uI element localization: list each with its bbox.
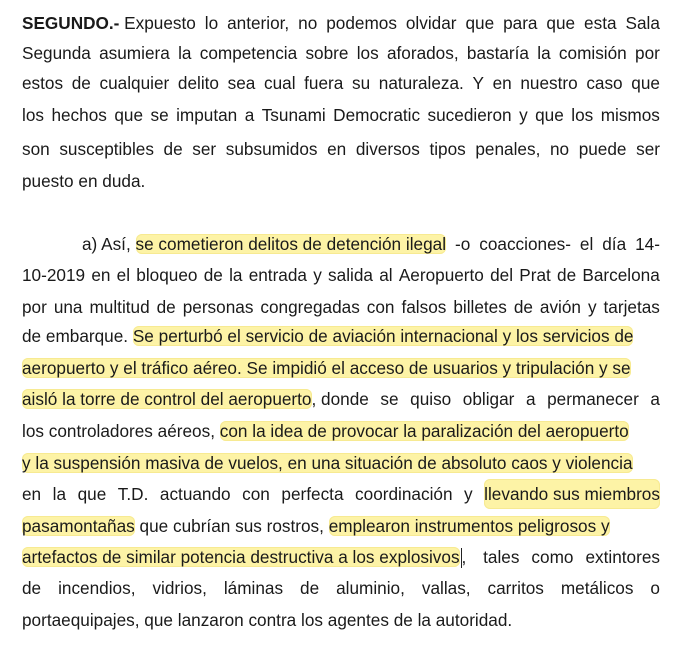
word: los — [356, 43, 379, 63]
word: se — [380, 389, 399, 409]
word: Barcelona — [582, 265, 660, 285]
word: 14- — [635, 234, 660, 254]
word: al — [379, 265, 393, 285]
para2-line-12 — [22, 573, 660, 603]
word: como — [531, 547, 574, 567]
word: lo — [204, 13, 219, 33]
para1-line-6 — [22, 166, 660, 196]
word: nuestro — [520, 73, 578, 93]
word: día — [602, 234, 627, 254]
word: los — [22, 105, 44, 125]
word: su — [351, 73, 371, 93]
para1-line-3 — [22, 68, 660, 98]
word: quiso — [410, 389, 452, 409]
phrase: artefactos de similar potencia destructiva a los explosivos , — [22, 547, 472, 567]
word: fuera — [304, 73, 344, 93]
word: a — [525, 389, 536, 409]
word: no — [549, 139, 570, 159]
word: Aeropuerto — [398, 265, 484, 285]
highlight: aisló la torre de control del aeropuerto — [22, 389, 312, 409]
word: imputan — [176, 105, 238, 125]
word: metálicos — [560, 578, 634, 598]
para2-line-8 — [22, 448, 660, 478]
word: sucedieron — [427, 105, 512, 125]
phrase: a) Así, se cometieron delitos de detención ilegal — [82, 234, 447, 254]
word: actuando — [159, 484, 231, 504]
word: de — [203, 265, 223, 285]
word: mismos — [600, 105, 660, 125]
word: congregadas — [260, 297, 360, 317]
word: una — [53, 297, 83, 317]
word: de — [71, 73, 91, 93]
heading-segundo: SEGUNDO.- Expuesto — [22, 13, 196, 33]
word: carritos — [487, 578, 544, 598]
para1-line-1 — [22, 8, 660, 38]
word: la — [229, 265, 243, 285]
word: de — [557, 265, 577, 285]
word: con — [366, 297, 395, 317]
word: multitud — [89, 297, 150, 317]
word: que — [465, 13, 495, 33]
para2-line-7 — [22, 416, 660, 446]
para2-line-2 — [22, 260, 660, 290]
word: de — [22, 578, 42, 598]
word: T.D. — [117, 484, 149, 504]
word: 10-2019 — [22, 265, 86, 285]
word: -o — [454, 234, 471, 254]
word: tipos — [429, 139, 466, 159]
word: personas — [182, 297, 254, 317]
word: por — [635, 43, 660, 63]
word: vidrios, — [152, 578, 207, 598]
para1-line-2 — [22, 38, 660, 68]
word: en — [22, 484, 42, 504]
word: susceptibles — [59, 139, 154, 159]
word: láminas — [223, 578, 284, 598]
line-text: de embarque. — [22, 326, 133, 346]
word: entrada — [248, 265, 307, 285]
word: hechos — [51, 105, 107, 125]
word: el — [116, 265, 131, 285]
word: de — [513, 297, 533, 317]
word: coordinación — [355, 484, 453, 504]
word: la — [52, 484, 67, 504]
word: que — [535, 105, 564, 125]
word: y — [313, 265, 322, 285]
word: perfecta — [281, 484, 344, 504]
line-text: portaequipajes, que lanzaron contra los agentes de la autoridad. — [22, 610, 513, 630]
word: en — [327, 139, 347, 159]
word: el — [579, 234, 594, 254]
word: delito — [177, 73, 219, 93]
word: tales — [483, 547, 520, 567]
word: cual — [263, 73, 296, 93]
highlight: con la idea de provocar la paralización del aeropuerto — [219, 421, 629, 441]
highlight: llevando sus miembros — [484, 479, 660, 509]
word: de — [156, 297, 176, 317]
word: Prat — [519, 265, 551, 285]
word: de — [300, 578, 320, 598]
word: sobre — [305, 43, 349, 63]
word: la — [537, 43, 551, 63]
word: se — [150, 105, 169, 125]
para2-line-9 — [22, 479, 660, 509]
word: a — [650, 389, 660, 409]
word: salida — [328, 265, 373, 285]
word: avión — [539, 297, 581, 317]
highlight: artefactos de similar potencia destructiva a los explosivos — [22, 547, 460, 567]
word: cualquier — [99, 73, 170, 93]
word: por — [22, 297, 47, 317]
word: con — [242, 484, 270, 504]
word: o — [650, 578, 660, 598]
word: incendios, — [58, 578, 136, 598]
word: extintores — [585, 547, 660, 567]
word: no — [298, 13, 318, 33]
word: podemos — [326, 13, 397, 33]
word: que — [546, 13, 576, 33]
word: comisión — [558, 43, 627, 63]
para2-line-5 — [22, 353, 660, 383]
line-text: que cubrían sus rostros, — [134, 516, 329, 536]
word: penales, — [475, 139, 541, 159]
word: competencia — [199, 43, 298, 63]
word: falsos — [401, 297, 447, 317]
word: ser — [192, 139, 217, 159]
line-text: los controladores aéreos, — [22, 421, 220, 441]
para2-line-10 — [22, 511, 660, 541]
word: billetes — [453, 297, 507, 317]
word: la — [178, 43, 192, 63]
word: aluminio, — [336, 578, 405, 598]
word: para — [503, 13, 538, 33]
highlight: aeropuerto y el tráfico aéreo. Se impidió el acceso de usuarios y tripulación y se — [22, 358, 631, 378]
word: que — [77, 484, 107, 504]
word: vallas, — [421, 578, 471, 598]
word: son — [22, 139, 50, 159]
word: en — [91, 265, 111, 285]
word: tarjetas — [603, 297, 660, 317]
word: los — [571, 105, 594, 125]
phrase: aisló la torre de control del aeropuerto, donde — [22, 389, 369, 409]
word: olvidar — [405, 13, 457, 33]
word: ser — [636, 139, 660, 159]
para2-line-13 — [22, 605, 660, 635]
word: y — [464, 484, 473, 504]
word: aforados, — [386, 43, 459, 63]
word: y — [587, 297, 597, 317]
para2-line-11 — [22, 542, 660, 572]
word: naturaleza. — [378, 73, 464, 93]
highlight: emplearon instrumentos peligrosos y — [328, 516, 610, 536]
word: Tsunami — [261, 105, 326, 125]
para2-line-6 — [22, 384, 660, 414]
highlight: Se perturbó el servicio de aviación internacional y los servicios de — [132, 326, 634, 346]
word: asumiera — [99, 43, 170, 63]
highlight: pasamontañas — [22, 516, 135, 536]
word: que — [631, 73, 660, 93]
word: sea — [227, 73, 256, 93]
para2-line-3 — [22, 292, 660, 322]
word: coacciones- — [479, 234, 571, 254]
word: puede — [578, 139, 627, 159]
word: estos — [22, 73, 64, 93]
para1-line-4 — [22, 100, 660, 130]
word: esta — [584, 13, 617, 33]
word: Y — [472, 73, 484, 93]
word: en — [492, 73, 512, 93]
word: Democratic — [333, 105, 421, 125]
word: permanecer — [547, 389, 639, 409]
word: caso — [586, 73, 623, 93]
word: del — [490, 265, 514, 285]
word: anterior, — [227, 13, 290, 33]
word: diversos — [355, 139, 420, 159]
word: subsumidos — [225, 139, 318, 159]
word: bastaría — [466, 43, 529, 63]
para2-line-4 — [22, 321, 660, 351]
word: Sala — [625, 13, 660, 33]
para1-line-5 — [22, 134, 660, 164]
highlight: se cometieron delitos de detención ilegal — [135, 234, 447, 254]
word: Segunda — [22, 43, 91, 63]
para2-line-1 — [82, 229, 660, 259]
word: que — [114, 105, 144, 125]
word: a — [244, 105, 255, 125]
word: bloqueo — [136, 265, 198, 285]
line-text: puesto en duda. — [22, 171, 146, 191]
word: de — [163, 139, 183, 159]
word: y — [519, 105, 528, 125]
highlight: y la suspensión masiva de vuelos, en una situación de absoluto caos y violencia — [22, 453, 633, 473]
word: obligar — [462, 389, 515, 409]
